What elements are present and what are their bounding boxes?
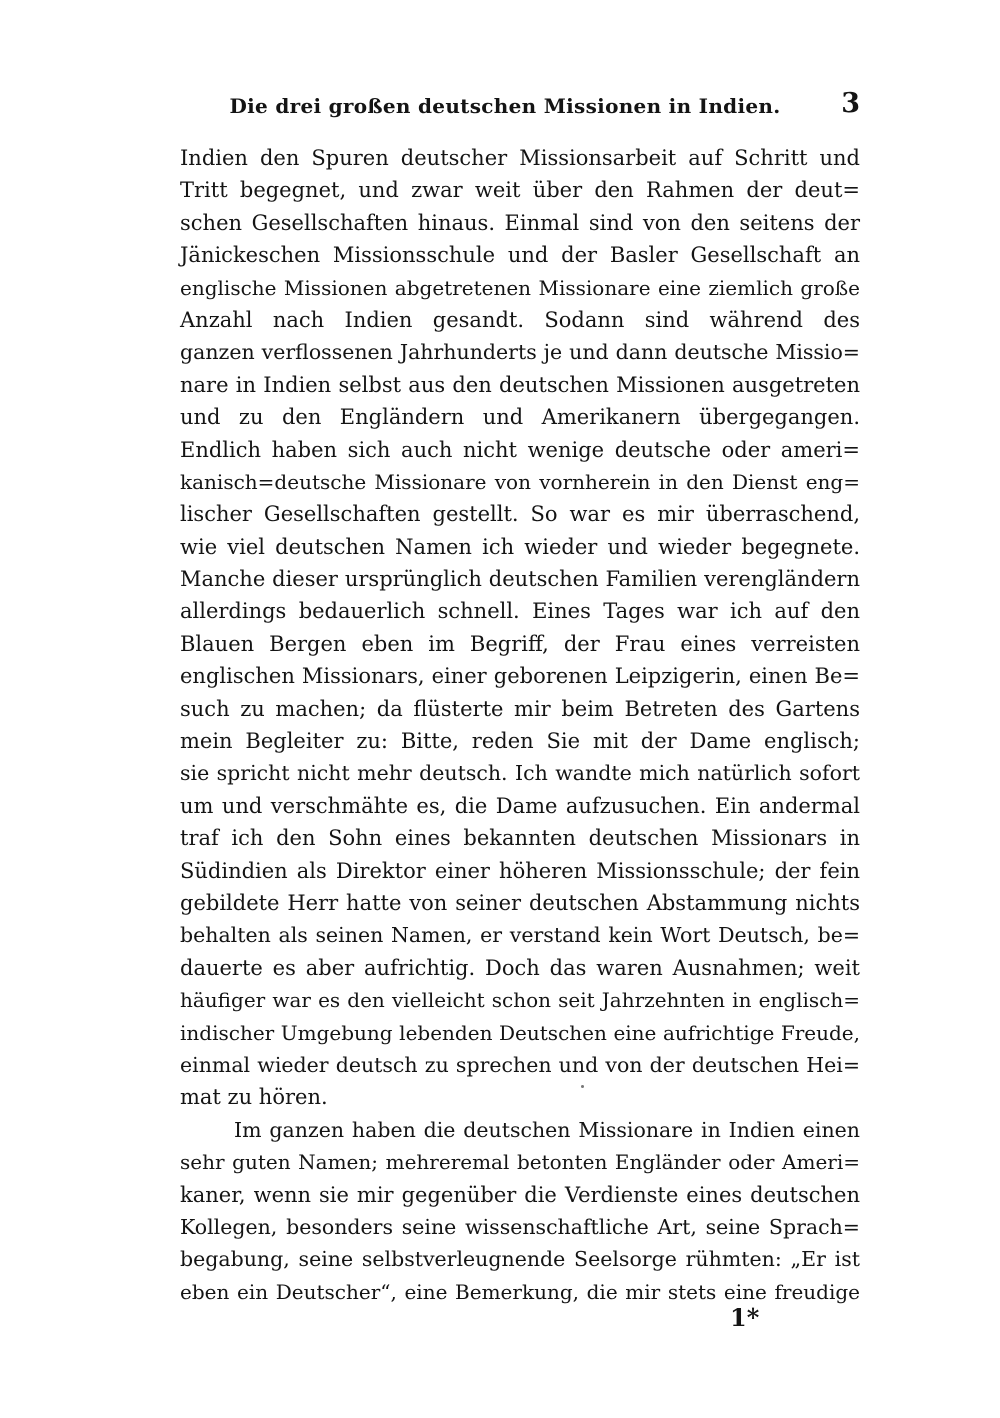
text-line: und zu den Engländern und Amerikanern übergegangen. [180,405,860,430]
text-line: lischer Gesellschaften gestellt. So war es mir überraschend, [180,502,860,527]
text-line: dauerte es aber aufrichtig. Doch das waren Ausnahmen; weit [180,955,860,980]
text-line: Endlich haben sich auch nicht wenige deutsche oder ameri= [180,437,860,462]
text-line: begabung, seine selbstverleugnende Seelsorge rühmten: „Er ist [180,1247,860,1272]
text-line: Südindien als Direktor einer höheren Missionsschule; der fein [180,858,860,883]
text-line: um und verschmähte es, die Dame aufzusuchen. Ein andermal [180,793,860,818]
text-line: Tritt begegnet, und zwar weit über den Rahmen der deut= [180,178,860,203]
text-line: wie viel deutschen Namen ich wieder und wieder begegnete. [180,534,860,559]
text-line: kanisch=deutsche Missionare von vornherein in den Dienst eng= [180,469,860,494]
body-text [180,142,860,1308]
paragraph-2 [180,1114,860,1308]
text-line: sehr guten Namen; mehreremal betonten Engländer oder Ameri= [180,1150,860,1175]
text-line: nare in Indien selbst aus den deutschen Missionen ausgetreten [180,372,860,397]
text-line: englischen Missionars, einer geborenen Leipzigerin, einen Be= [180,664,860,689]
text-line: englische Missionen abgetretenen Missionare eine ziemlich große [180,275,860,300]
text-line: such zu machen; da flüsterte mir beim Betreten des Gartens [180,696,860,721]
text-line: mein Begleiter zu: Bitte, reden Sie mit der Dame englisch; [180,729,860,754]
text-line: Kollegen, besonders seine wissenschaftliche Art, seine Sprach= [180,1214,860,1239]
paper-speck [581,1085,584,1088]
text-line: einmal wieder deutsch zu sprechen und von der deutschen Hei= [180,1052,860,1077]
text-line: schen Gesellschaften hinaus. Einmal sind von den seitens der [180,210,860,235]
running-header [180,88,860,128]
text-line: allerdings bedauerlich schnell. Eines Tages war ich auf den [180,599,860,624]
page-number: 3 [841,88,860,119]
text-line: traf ich den Sohn eines bekannten deutschen Missionars in [180,826,860,851]
text-line: sie spricht nicht mehr deutsch. Ich wandte mich natürlich sofort [180,761,860,786]
text-line: indischer Umgebung lebenden Deutschen eine aufrichtige Freude, [180,1020,860,1045]
text-line: Blauen Bergen eben im Begriff, der Frau eines verreisten [180,631,860,656]
text-line: eben ein Deutscher“, eine Bemerkung, die mir stets eine freudige [180,1279,860,1304]
text-line: ganzen verflossenen Jahrhunderts je und dann deutsche Missio= [180,340,860,365]
text-line: Indien den Spuren deutscher Missionsarbeit auf Schritt und [180,146,860,170]
text-line: Anzahl nach Indien gesandt. Sodann sind während des [180,307,860,332]
text-line: gebildete Herr hatte von seiner deutschen Abstammung nichts [180,890,860,915]
text-line: Manche dieser ursprünglich deutschen Familien verengländern [180,567,860,592]
running-title: Die drei großen deutschen Missionen in Indien. [229,94,781,118]
signature-mark: 1* [730,1303,760,1332]
text-line: Im ganzen haben die deutschen Missionare in Indien einen [234,1117,860,1142]
text-line: mat zu hören. [180,1085,328,1110]
text-line: häufiger war es den vielleicht schon seit Jahrzehnten in englisch= [180,988,860,1013]
text-line: kaner, wenn sie mir gegenüber die Verdienste eines deutschen [180,1182,860,1207]
text-line: Jänickeschen Missionsschule und der Basler Gesellschaft an [180,243,860,268]
paragraph-1 [180,142,860,1114]
text-line: behalten als seinen Namen, er verstand kein Wort Deutsch, be= [180,923,860,948]
